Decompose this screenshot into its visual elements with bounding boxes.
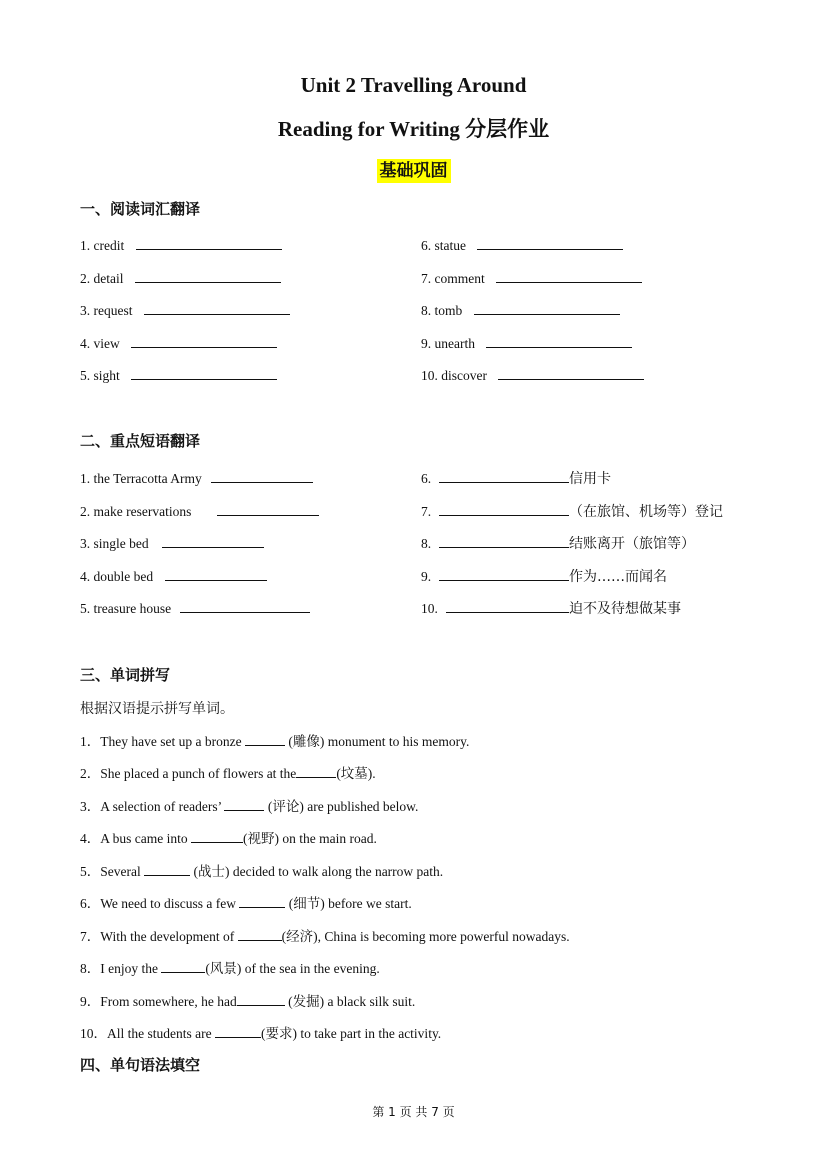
answer-blank[interactable] <box>446 599 569 613</box>
answer-blank[interactable] <box>439 502 569 516</box>
answer-blank[interactable] <box>224 797 264 811</box>
vocab-item: 4. view <box>80 334 277 353</box>
spelling-item: 1．They have set up a bronze (雕像) monument to his memory. <box>80 734 470 749</box>
section3-instruction: 根据汉语提示拼写单词。 <box>80 701 234 717</box>
vocab-item: 1. credit <box>80 236 282 255</box>
vocab-item: 3. request <box>80 301 290 320</box>
vocab-item: 5. sight <box>80 366 277 385</box>
answer-blank[interactable] <box>498 366 644 380</box>
phrase-item: 2. make reservations <box>80 502 319 521</box>
vocab-item: 2. detail <box>80 269 281 288</box>
answer-blank[interactable] <box>136 236 282 250</box>
level-badge: 基础巩固 <box>377 159 451 183</box>
answer-blank[interactable] <box>238 927 282 941</box>
section4-heading: 四、单句语法填空 <box>80 1056 201 1074</box>
spelling-item: 8．I enjoy the (风景) of the sea in the evening. <box>80 961 380 976</box>
answer-blank[interactable] <box>217 502 319 516</box>
phrase-item: 6. 信用卡 <box>421 471 611 487</box>
spelling-item: 9．From somewhere, he had (发掘) a black silk suit. <box>80 994 416 1009</box>
answer-blank[interactable] <box>439 567 569 581</box>
answer-blank[interactable] <box>486 334 632 348</box>
answer-blank[interactable] <box>245 732 285 746</box>
answer-blank[interactable] <box>439 534 569 548</box>
vocab-item: 9. unearth <box>421 334 632 353</box>
phrase-item: 5. treasure house <box>80 599 310 618</box>
spelling-item: 10．All the students are (要求) to take part in the activity. <box>80 1026 442 1041</box>
answer-blank[interactable] <box>135 269 281 283</box>
answer-blank[interactable] <box>439 469 569 483</box>
answer-blank[interactable] <box>474 301 620 315</box>
vocab-item: 10. discover <box>421 366 644 385</box>
phrase-item: 9. 作为……而闻名 <box>421 569 667 585</box>
answer-blank[interactable] <box>180 599 310 613</box>
spelling-item: 6．We need to discuss a few (细节) before we start. <box>80 896 412 911</box>
phrase-item: 8. 结账离开（旅馆等） <box>421 536 695 552</box>
phrase-item: 4. double bed <box>80 567 267 586</box>
phrase-item: 3. single bed <box>80 534 264 553</box>
page-title: Unit 2 Travelling Around <box>300 73 527 97</box>
answer-blank[interactable] <box>237 992 285 1006</box>
answer-blank[interactable] <box>239 894 285 908</box>
spelling-item: 3．A selection of readers’ (评论) are published below. <box>80 799 419 814</box>
section1-heading: 一、阅读词汇翻译 <box>80 200 201 218</box>
vocab-item: 6. statue <box>421 236 623 255</box>
answer-blank[interactable] <box>131 334 277 348</box>
answer-blank[interactable] <box>296 764 336 778</box>
answer-blank[interactable] <box>165 567 267 581</box>
spelling-item: 5．Several (战士) decided to walk along the narrow path. <box>80 864 444 879</box>
section3-heading: 三、单词拼写 <box>80 666 171 684</box>
answer-blank[interactable] <box>215 1024 261 1038</box>
spelling-item: 2．She placed a punch of flowers at the (坟墓). <box>80 766 376 781</box>
answer-blank[interactable] <box>131 366 277 380</box>
spelling-item: 7．With the development of (经济), China is becoming more powerful nowadays. <box>80 929 570 944</box>
phrase-item: 7. （在旅馆、机场等）登记 <box>421 504 723 520</box>
spelling-item: 4．A bus came into (视野) on the main road. <box>80 831 377 846</box>
phrase-item: 1. the Terracotta Army <box>80 469 313 488</box>
level-badge-wrap <box>0 159 827 183</box>
answer-blank[interactable] <box>144 862 190 876</box>
answer-blank[interactable] <box>191 829 243 843</box>
answer-blank[interactable] <box>211 469 313 483</box>
phrase-item: 10. 迫不及待想做某事 <box>421 601 681 617</box>
page-footer: 第 1 页 共 7 页 <box>372 1105 455 1119</box>
vocab-item: 7. comment <box>421 269 642 288</box>
page-subtitle: Reading for Writing 分层作业 <box>277 117 550 141</box>
answer-blank[interactable] <box>496 269 642 283</box>
vocab-item: 8. tomb <box>421 301 620 320</box>
answer-blank[interactable] <box>477 236 623 250</box>
answer-blank[interactable] <box>161 959 205 973</box>
answer-blank[interactable] <box>162 534 264 548</box>
section2-heading: 二、重点短语翻译 <box>80 432 201 450</box>
answer-blank[interactable] <box>144 301 290 315</box>
